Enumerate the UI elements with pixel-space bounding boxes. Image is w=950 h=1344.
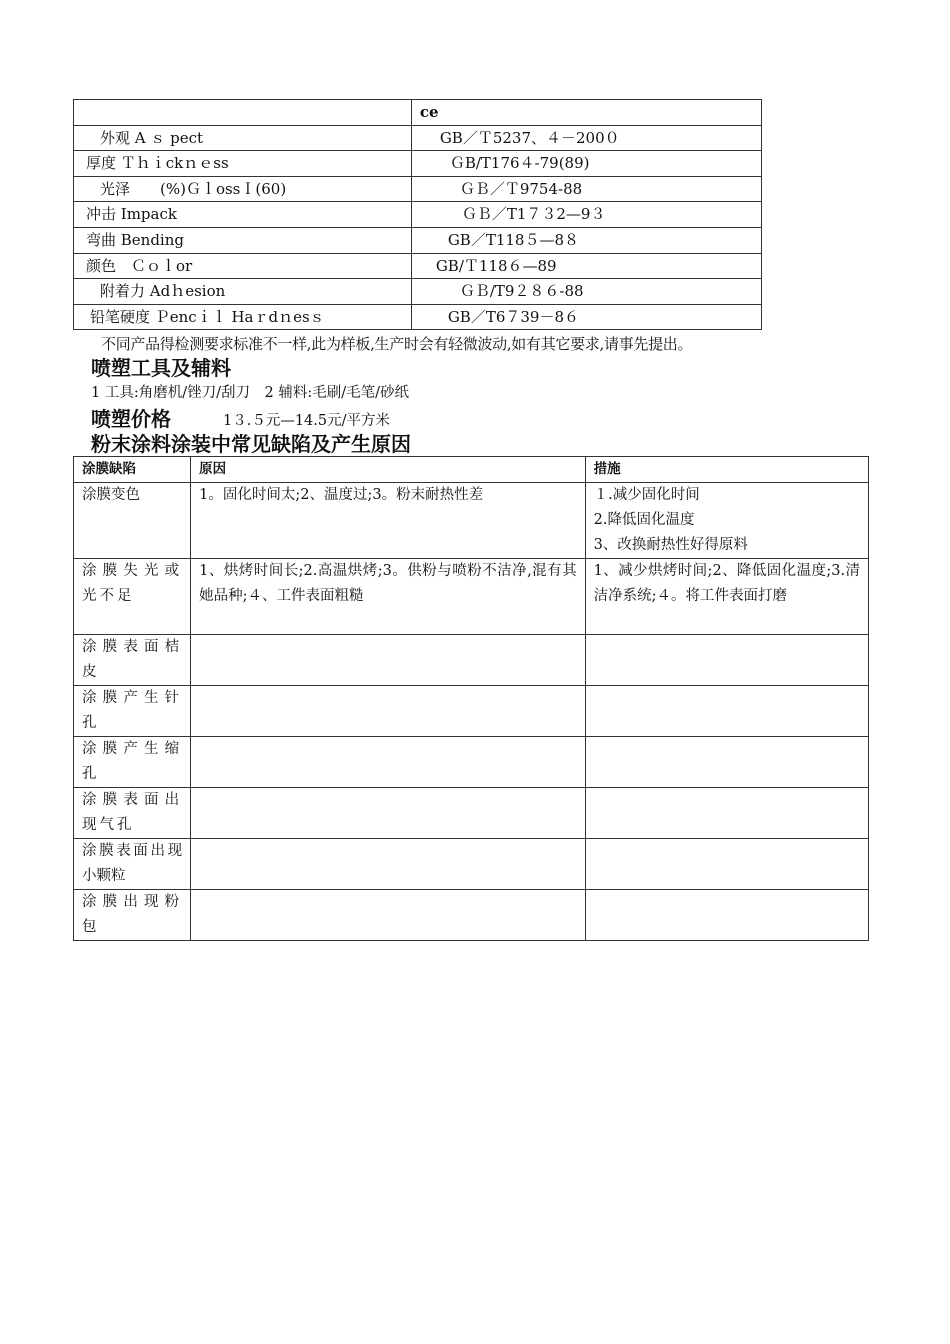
table-row [74,151,762,177]
measure-line: １.减少固化时间 [593,487,700,503]
column-header-measures: 措施 [585,457,868,483]
standards-item: 弯曲 Bending [74,227,412,253]
measures-cell [585,686,868,737]
table-row [74,635,869,686]
measures-cell [585,635,868,686]
table-row [74,176,762,202]
table-row [74,737,869,788]
cause-cell: 1。固化时间太;2、温度过;3。粉末耐热性差 [191,483,585,559]
standards-item: 光泽 (%)ＧｌossＩ(60) [74,176,412,202]
measure-line: 2.降低固化温度 [593,512,695,528]
standards-standard: GB／T6７39－8６ [411,304,761,330]
defect-cell: 涂膜变色 [74,483,191,559]
table-row [74,125,762,151]
measures-cell [585,483,868,559]
table-row [74,202,762,228]
table-row [74,559,869,635]
measures-cell [585,559,868,635]
standards-standard: GB／Ｔ5237、４－200０ [411,125,761,151]
price-value: 1３.５元—14.5元/平方米 [223,413,391,429]
table-row [74,686,869,737]
standards-item: 铅笔硬度 Ｐencｉｌ Haｒdｎesｓ [74,304,412,330]
standards-standard: GB／T118５—8８ [411,227,761,253]
price-heading: 喷塑价格 [91,407,171,431]
standards-item: 附着力 Adｈesion [74,279,412,305]
defect-cell: 涂膜表面出现小颗粒 [74,839,191,890]
standards-standard: ＧB/T176４-79(89) [411,151,761,177]
defects-table [73,456,869,941]
measures-cell [585,890,868,941]
defects-heading: 粉末涂料涂装中常见缺陷及产生原因 [91,432,411,456]
table-row [74,788,869,839]
cause-cell [191,635,585,686]
table-row [74,839,869,890]
table-row [74,483,869,559]
standards-item: 冲击 Impack [74,202,412,228]
standards-table [73,99,762,330]
cause-cell: 1、烘烤时间长;2.高温烘烤;3。供粉与喷粉不洁净,混有其她品种;４、工件表面粗糙 [191,559,585,635]
standards-standard: ＧＢ/T9２８６-88 [411,279,761,305]
measure-line: 1、减少烘烤时间;2、降低固化温度;3.清洁净系统;４。将工件表面打磨 [593,563,860,604]
defect-cell: 涂膜产生针孔 [74,686,191,737]
defect-cell: 涂膜表面出现气孔 [74,788,191,839]
standards-standard: ＧＢ／T1７３2—9３ [411,202,761,228]
column-header-defect: 涂膜缺陷 [74,457,191,483]
measures-cell [585,737,868,788]
cause-cell [191,839,585,890]
standards-standard: GB/Ｔ118６—89 [411,253,761,279]
defect-cell: 涂膜失光或光不足 [74,559,191,635]
tools-heading: 喷塑工具及辅料 [91,356,231,380]
standards-item: 厚度 Ｔｈｉckｎｅss [74,151,412,177]
standards-header-standard: ce [411,100,761,126]
note-text: 不同产品得检测要求标准不一样,此为样板,生产时会有轻微波动,如有其它要求,请事先提出。 [101,335,693,353]
column-header-cause: 原因 [191,457,585,483]
table-row [74,304,762,330]
table-row [74,253,762,279]
tools-line: 1 工具:角磨机/锉刀/刮刀 2 辅料:毛刷/毛笔/砂纸 [91,385,409,401]
cause-cell [191,737,585,788]
measure-line: 3、改换耐热性好得原料 [593,537,748,553]
table-row [74,227,762,253]
measures-cell [585,839,868,890]
standards-item: 颜色 Ｃｏｌor [74,253,412,279]
standards-standard: ＧＢ／Ｔ9754-88 [411,176,761,202]
measures-cell [585,788,868,839]
standards-header-row [74,100,762,126]
defect-cell: 涂膜表面桔皮 [74,635,191,686]
defects-header-row [74,457,869,483]
cause-cell [191,890,585,941]
standards-header-item [74,100,412,126]
standards-item: 外观 A ｓ pect [74,125,412,151]
table-row [74,890,869,941]
cause-cell [191,686,585,737]
table-row [74,279,762,305]
defect-cell: 涂膜出现粉包 [74,890,191,941]
defect-cell: 涂膜产生缩孔 [74,737,191,788]
cause-cell [191,788,585,839]
